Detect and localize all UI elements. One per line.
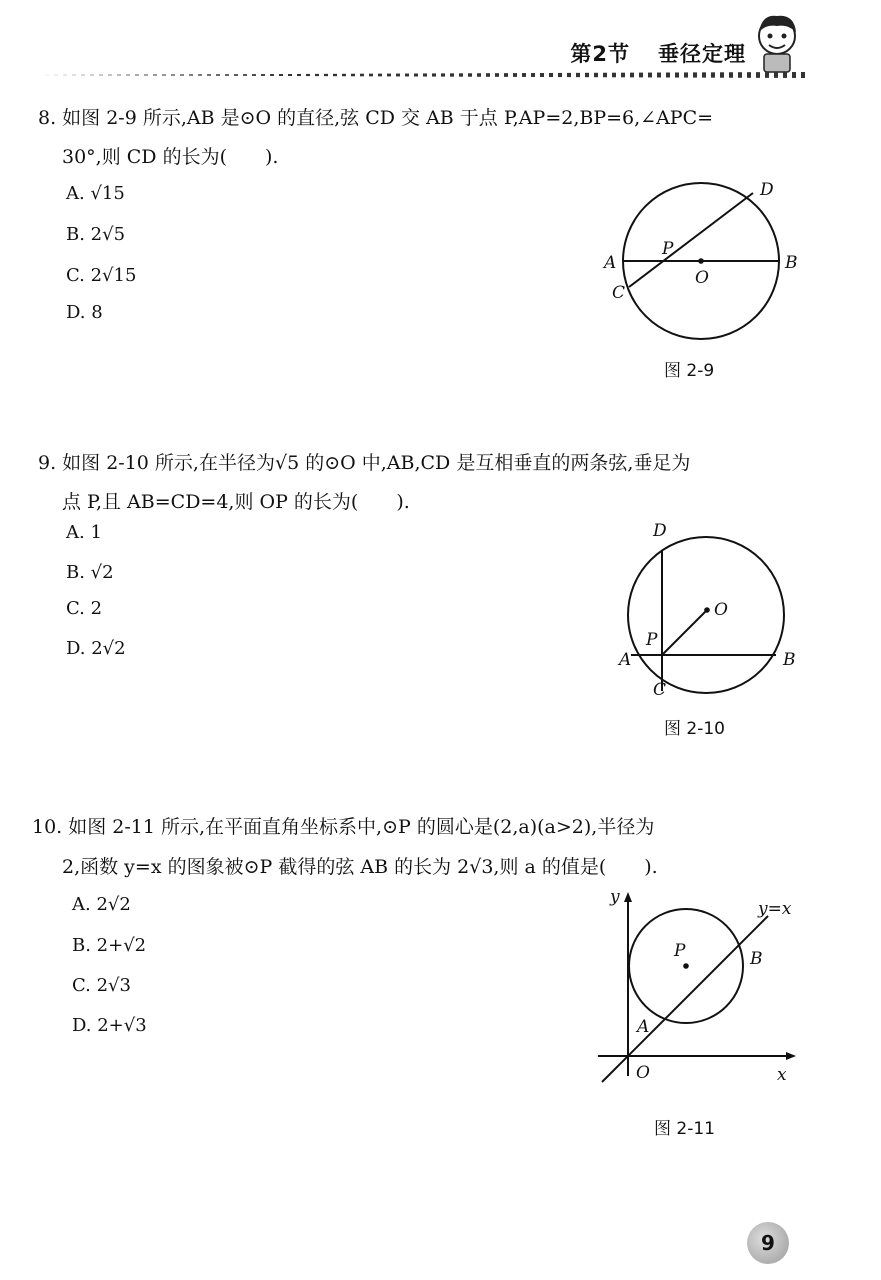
label-o: O [636, 1063, 650, 1083]
label-a: A [604, 253, 617, 273]
mascot-icon [752, 12, 802, 74]
center-point-p [683, 963, 689, 969]
question-8-option-b: B. 2√5 [66, 224, 126, 245]
question-9-line1: 9. 如图 2-10 所示,在半径为√5 的⊙O 中,AB,CD 是互相垂直的两条弦,垂足为 [38, 452, 691, 474]
label-a: A [637, 1017, 650, 1037]
figure-2-10 [606, 518, 806, 698]
header-divider [36, 72, 806, 78]
page-number: 9 [761, 1231, 775, 1255]
question-8-line2: 30°,则 CD 的长为( ). [62, 146, 279, 168]
label-b: B [750, 949, 763, 969]
center-point-o [698, 258, 704, 264]
label-d: D [760, 180, 774, 200]
label-x: x [777, 1065, 787, 1085]
question-10-option-a: A. 2√2 [72, 894, 131, 915]
label-a: A [619, 650, 632, 670]
segment-op [662, 610, 707, 655]
label-p: P [662, 239, 674, 259]
question-10-option-c: C. 2√3 [72, 975, 131, 996]
figure-2-9 [596, 175, 811, 345]
question-9-option-c: C. 2 [66, 598, 103, 619]
caption-2-10: 图 2-10 [664, 719, 725, 739]
label-p: P [646, 630, 658, 650]
question-9-option-a: A. 1 [66, 522, 102, 543]
label-c: C [653, 680, 667, 698]
question-9-option-d: D. 2√2 [66, 638, 126, 659]
label-o: O [695, 268, 709, 288]
question-8-option-a: A. √15 [66, 183, 125, 204]
label-p: P [674, 941, 686, 961]
question-10-option-d: D. 2+√3 [72, 1015, 147, 1036]
chord-cd [629, 193, 753, 287]
question-9-option-b: B. √2 [66, 562, 114, 583]
label-b: B [783, 650, 796, 670]
label-d: D [653, 521, 667, 541]
label-c: C [612, 283, 626, 303]
label-b: B [785, 253, 798, 273]
label-line: y=x [758, 899, 792, 919]
center-point-o [704, 607, 710, 613]
question-8-option-c: C. 2√15 [66, 265, 137, 286]
circle-o [628, 537, 784, 693]
question-8-option-d: D. 8 [66, 302, 103, 323]
section-title: 垂径定理 [658, 42, 746, 66]
label-o: O [714, 600, 728, 620]
y-axis-arrow-icon [624, 892, 632, 902]
question-10-option-b: B. 2+√2 [72, 935, 147, 956]
section-header [570, 38, 746, 68]
page-number-badge [747, 1222, 789, 1264]
question-10-line1: 10. 如图 2-11 所示,在平面直角坐标系中,⊙P 的圆心是(2,a)(a>2),半径为 [32, 816, 655, 838]
figure-2-11 [592, 886, 802, 1086]
caption-2-11: 图 2-11 [654, 1119, 715, 1139]
section-label: 第2节 [570, 42, 630, 66]
label-y: y [610, 887, 620, 907]
question-8-line1: 8. 如图 2-9 所示,AB 是⊙O 的直径,弦 CD 交 AB 于点 P,AP=2,BP=6,∠APC= [38, 107, 714, 129]
x-axis-arrow-icon [786, 1052, 796, 1060]
question-9-line2: 点 P,且 AB=CD=4,则 OP 的长为( ). [62, 491, 410, 513]
caption-2-9: 图 2-9 [664, 361, 715, 381]
question-10-line2: 2,函数 y=x 的图象被⊙P 截得的弦 AB 的长为 2√3,则 a 的值是( ). [62, 856, 658, 878]
